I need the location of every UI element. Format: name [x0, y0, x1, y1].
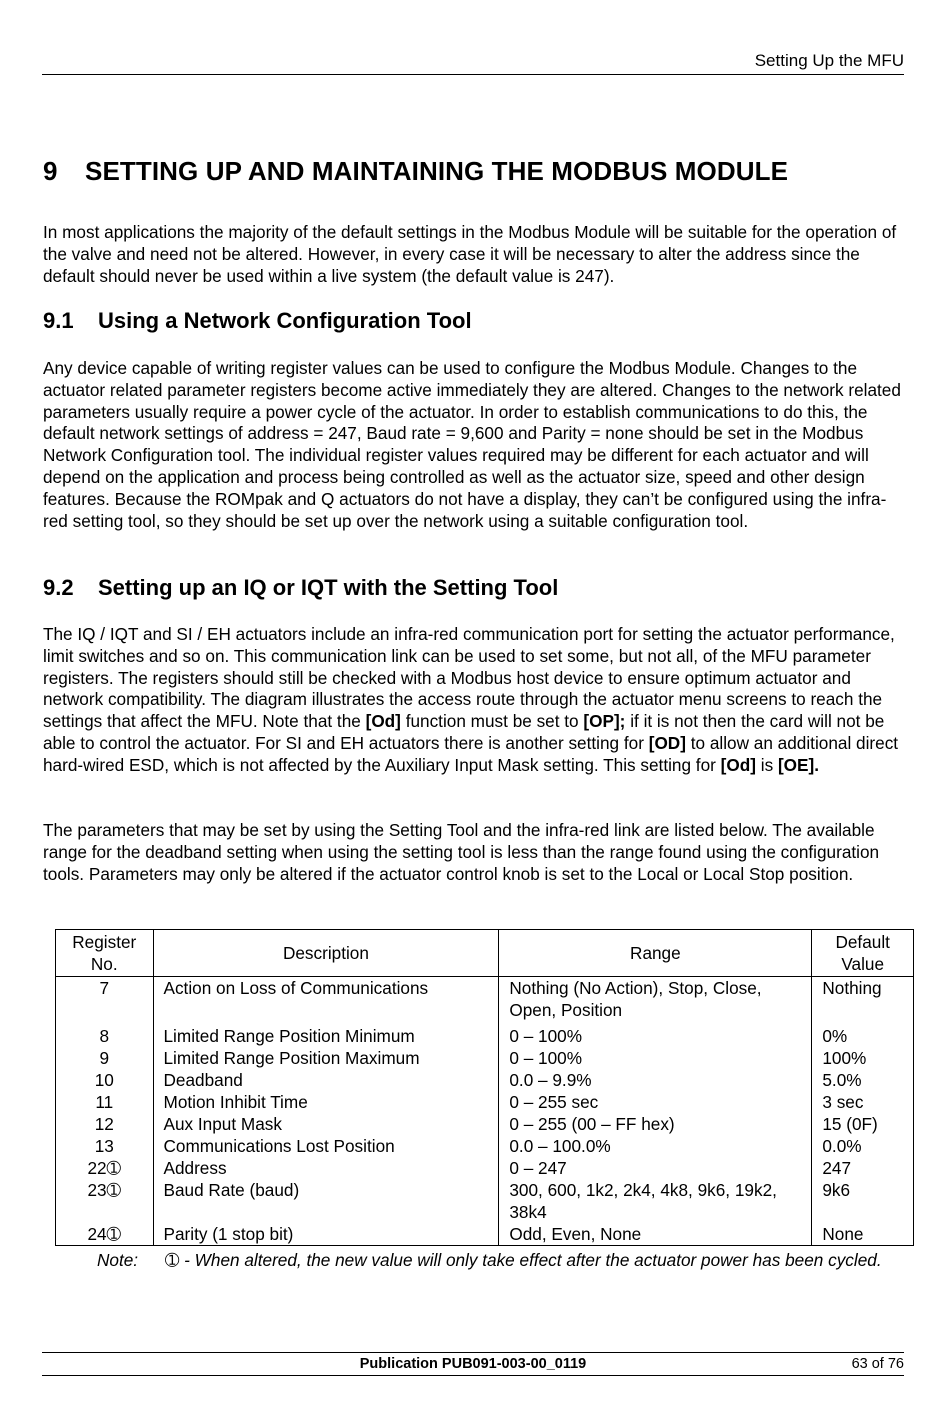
page-number: 63 of 76 — [851, 1356, 904, 1372]
header-text: No. — [90, 954, 118, 974]
cell-description: Baud Rate (baud) — [153, 1179, 499, 1223]
section-9-1-body: Any device capable of writing register values can be used to configure the Modbus Module. Changes to the actuator related parameter registers become active immediately they are altered. Changes to the network related parameters usually require a power cycle of the actuator. In order to establish communications to do this, the default network settings of address = 247, Baud rate = 9,600 and Parity = none should be set in the Modbus Network Configuration tool. The individual register values required may be different for each actuator and will depend on the application and process being controlled as well as the actuator size, speed and other design features. Because the ROMpak and Q actuators do not have a display, they can’t be configured using the infra-red setting tool, so they should be set up over the network using a suitable configuration tool. — [43, 358, 901, 531]
cell-default: Nothing — [812, 977, 914, 1022]
section-title: Setting up an IQ or IQT with the Setting Tool — [98, 575, 559, 600]
cell-register-no: 12 — [56, 1113, 154, 1135]
register-table — [55, 929, 914, 1246]
text-run: The IQ / IQT and SI / EH actuators include an infra-red communication port for setting the actuator performance, limit switches and so on. This communication link can be used to set some, but not all, of the MFU parameter registers. The registers should still be checked with a Modbus host device to ensure optimum actuator and network compatibility. The diagram illustrates the access route through the actuator menu screens to reach the settings that affect the MFU. Note that the — [43, 624, 895, 732]
table-row — [56, 1223, 914, 1246]
cell-register-no: 13 — [56, 1135, 154, 1157]
table-row — [56, 1179, 914, 1223]
table-row — [56, 1113, 914, 1135]
cell-default: None — [812, 1223, 914, 1246]
text-run: is — [755, 754, 778, 775]
code-od: [Od] — [720, 754, 756, 775]
cell-range: 0 – 100% — [499, 1025, 812, 1047]
cell-default: 5.0% — [812, 1069, 914, 1091]
header-register-no — [56, 930, 154, 977]
cell-description: Communications Lost Position — [153, 1135, 499, 1157]
circled-one-symbol: ➀ — [165, 1250, 180, 1270]
cell-register-no: 23➀ — [56, 1179, 154, 1223]
table-row — [56, 977, 914, 1022]
section-number: 9.1 — [43, 308, 74, 333]
running-header: Setting Up the MFU — [42, 50, 904, 75]
cell-register-no: 8 — [56, 1025, 154, 1047]
cell-default: 0.0% — [812, 1135, 914, 1157]
text-run: function must be set to — [400, 711, 584, 732]
code-op: [OP]; — [583, 711, 626, 732]
header-text: Default — [835, 932, 890, 952]
code-od: [Od] — [365, 711, 401, 732]
table-row — [56, 1025, 914, 1047]
cell-description: Limited Range Position Minimum — [153, 1025, 499, 1047]
code-od-upper: [OD] — [648, 732, 686, 753]
cell-range: 0 – 255 (00 – FF hex) — [499, 1113, 812, 1135]
cell-register-no: 11 — [56, 1091, 154, 1113]
publication-number: Publication PUB091-003-00_0119 — [359, 1356, 587, 1372]
section-number: 9 — [43, 156, 58, 186]
cell-range: 0.0 – 9.9% — [499, 1069, 812, 1091]
cell-default: 100% — [812, 1047, 914, 1069]
table-row — [56, 1135, 914, 1157]
cell-description: Aux Input Mask — [153, 1113, 499, 1135]
table-row — [56, 1069, 914, 1091]
table-row — [56, 1047, 914, 1069]
cell-range: 0 – 100% — [499, 1047, 812, 1069]
cell-default: 3 sec — [812, 1091, 914, 1113]
table-row — [56, 1157, 914, 1179]
header-text: Register — [72, 932, 137, 952]
cell-range: Odd, Even, None — [499, 1223, 812, 1246]
page-footer — [42, 1352, 904, 1376]
section-9-2-paragraph-1 — [43, 624, 905, 777]
cell-description: Parity (1 stop bit) — [153, 1223, 499, 1246]
section-number: 9.2 — [43, 575, 74, 600]
note-body: - When altered, the new value will only take effect after the actuator power has been cycled. — [179, 1250, 882, 1270]
cell-register-no: 7 — [56, 977, 154, 1022]
cell-description: Address — [153, 1157, 499, 1179]
cell-register-no: 24➀ — [56, 1223, 154, 1246]
header-default-value — [812, 930, 914, 977]
cell-register-no: 10 — [56, 1069, 154, 1091]
text-run: to allow an additional direct hard-wired ESD, which is not affected by the Auxiliary Input Mask setting. This setting for — [43, 732, 899, 775]
text-run: if it is not then the card will not be able to control the actuator. For SI and EH actuators there is another setting for — [43, 711, 885, 753]
section-title: Using a Network Configuration Tool — [98, 308, 472, 333]
cell-description: Limited Range Position Maximum — [153, 1047, 499, 1069]
cell-description: Deadband — [153, 1069, 499, 1091]
cell-description: Motion Inhibit Time — [153, 1091, 499, 1113]
section-9-2-paragraph-2: The parameters that may be set by using the Setting Tool and the infra-red link are listed below. The available range for the deadband setting when using the setting tool is less than the range found using the configuration tools. Parameters may only be altered if the actuator control knob is set to the Local or Local Stop position. — [43, 820, 880, 884]
cell-register-no: 22➀ — [56, 1157, 154, 1179]
section-title: SETTING UP AND MAINTAINING THE MODBUS MODULE — [85, 156, 789, 186]
section-9-2-heading — [43, 575, 558, 601]
note-label: Note: — [97, 1250, 139, 1270]
header-text: Value — [841, 954, 885, 974]
cell-range: 0 – 247 — [499, 1157, 812, 1179]
table-header-row — [56, 930, 914, 977]
header-range: Range — [499, 930, 812, 977]
cell-range: Nothing (No Action), Stop, Close, Open, Position — [499, 977, 812, 1022]
code-oe: [OE]. — [777, 754, 819, 775]
cell-register-no: 9 — [56, 1047, 154, 1069]
cell-default: 0% — [812, 1025, 914, 1047]
cell-default: 9k6 — [812, 1179, 914, 1223]
section-9-intro: In most applications the majority of the default settings in the Modbus Module will be suitable for the operation of the valve and need not be altered. However, in every case it will be necessary to alter the address since the default should never be used within a live system (the default value is 247). — [43, 222, 897, 286]
table-row — [56, 1091, 914, 1113]
cell-range: 0 – 255 sec — [499, 1091, 812, 1113]
cell-default: 15 (0F) — [812, 1113, 914, 1135]
header-description: Description — [153, 930, 499, 977]
cell-description: Action on Loss of Communications — [153, 977, 499, 1022]
section-9-1-heading — [43, 308, 472, 334]
cell-range: 0.0 – 100.0% — [499, 1135, 812, 1157]
note-text — [165, 1249, 905, 1271]
cell-range: 300, 600, 1k2, 2k4, 4k8, 9k6, 19k2, 38k4 — [499, 1179, 812, 1223]
section-9-heading — [43, 156, 788, 187]
cell-default: 247 — [812, 1157, 914, 1179]
